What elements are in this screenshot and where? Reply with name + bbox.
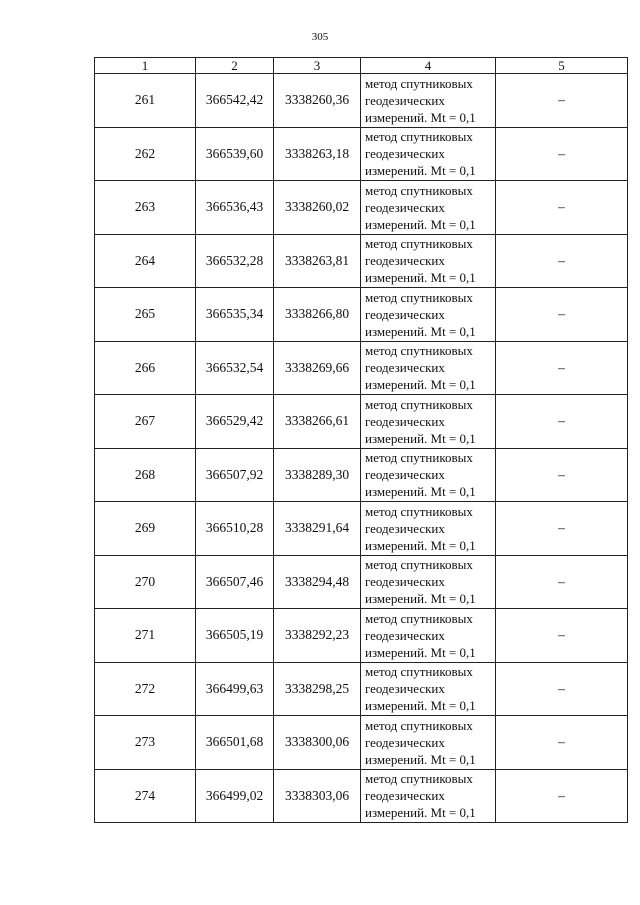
method-line: метод спутниковых xyxy=(365,664,473,680)
method-line: метод спутниковых xyxy=(365,717,473,733)
x-coordinate-cell: 366501,68 xyxy=(196,716,274,770)
table-row xyxy=(95,74,628,128)
table-row xyxy=(95,127,628,181)
table-row xyxy=(95,609,628,663)
method-line: метод спутниковых xyxy=(365,450,473,466)
method-line: метод спутниковых xyxy=(365,75,473,91)
point-number-cell: 273 xyxy=(95,716,196,770)
method-cell xyxy=(361,127,496,181)
method-line: измерений. Mt = 0,1 xyxy=(365,163,476,179)
y-coordinate-cell: 3338266,61 xyxy=(274,395,361,449)
point-number-cell: 274 xyxy=(95,769,196,823)
method-line: метод спутниковых xyxy=(365,343,473,359)
method-cell xyxy=(361,502,496,556)
point-number-cell: 265 xyxy=(95,288,196,342)
table-row xyxy=(95,234,628,288)
y-coordinate-cell: 3338300,06 xyxy=(274,716,361,770)
method-line: измерений. Mt = 0,1 xyxy=(365,537,476,553)
method-line: метод спутниковых xyxy=(365,396,473,412)
table-row xyxy=(95,716,628,770)
method-line: измерений. Mt = 0,1 xyxy=(365,644,476,660)
note-cell: – xyxy=(496,341,628,395)
header-col-3: 3 xyxy=(274,58,361,74)
method-line: измерений. Mt = 0,1 xyxy=(365,270,476,286)
method-line: измерений. Mt = 0,1 xyxy=(365,698,476,714)
table-row xyxy=(95,181,628,235)
method-line: геодезических xyxy=(365,520,445,536)
header-col-1: 1 xyxy=(95,58,196,74)
method-line: геодезических xyxy=(365,199,445,215)
table-row xyxy=(95,555,628,609)
table-row xyxy=(95,662,628,716)
point-number-cell: 269 xyxy=(95,502,196,556)
x-coordinate-cell: 366499,63 xyxy=(196,662,274,716)
x-coordinate-cell: 366542,42 xyxy=(196,74,274,128)
y-coordinate-cell: 3338303,06 xyxy=(274,769,361,823)
method-line: измерений. Mt = 0,1 xyxy=(365,323,476,339)
note-cell: – xyxy=(496,234,628,288)
note-cell: – xyxy=(496,395,628,449)
method-line: измерений. Mt = 0,1 xyxy=(365,109,476,125)
x-coordinate-cell: 366536,43 xyxy=(196,181,274,235)
method-line: метод спутниковых xyxy=(365,557,473,573)
method-line: геодезических xyxy=(365,788,445,804)
note-cell: – xyxy=(496,662,628,716)
point-number-cell: 262 xyxy=(95,127,196,181)
method-line: геодезических xyxy=(365,253,445,269)
method-cell xyxy=(361,288,496,342)
method-cell xyxy=(361,769,496,823)
note-cell: – xyxy=(496,181,628,235)
y-coordinate-cell: 3338260,02 xyxy=(274,181,361,235)
page-number: 305 xyxy=(311,31,329,43)
y-coordinate-cell: 3338294,48 xyxy=(274,555,361,609)
y-coordinate-cell: 3338263,18 xyxy=(274,127,361,181)
y-coordinate-cell: 3338260,36 xyxy=(274,74,361,128)
header-row xyxy=(95,58,628,74)
note-cell: – xyxy=(496,769,628,823)
y-coordinate-cell: 3338298,25 xyxy=(274,662,361,716)
method-line: геодезических xyxy=(365,146,445,162)
method-cell xyxy=(361,341,496,395)
method-line: метод спутниковых xyxy=(365,289,473,305)
note-cell: – xyxy=(496,127,628,181)
method-cell xyxy=(361,716,496,770)
table-row xyxy=(95,395,628,449)
method-line: измерений. Mt = 0,1 xyxy=(365,430,476,446)
y-coordinate-cell: 3338263,81 xyxy=(274,234,361,288)
note-cell: – xyxy=(496,716,628,770)
method-line: геодезических xyxy=(365,360,445,376)
point-number-cell: 267 xyxy=(95,395,196,449)
point-number-cell: 270 xyxy=(95,555,196,609)
note-cell: – xyxy=(496,555,628,609)
y-coordinate-cell: 3338269,66 xyxy=(274,341,361,395)
table-header xyxy=(95,58,628,74)
method-line: геодезических xyxy=(365,467,445,483)
method-cell xyxy=(361,395,496,449)
note-cell: – xyxy=(496,288,628,342)
header-col-2: 2 xyxy=(196,58,274,74)
x-coordinate-cell: 366505,19 xyxy=(196,609,274,663)
point-number-cell: 272 xyxy=(95,662,196,716)
method-line: геодезических xyxy=(365,574,445,590)
method-line: геодезических xyxy=(365,627,445,643)
note-cell: – xyxy=(496,448,628,502)
y-coordinate-cell: 3338289,30 xyxy=(274,448,361,502)
x-coordinate-cell: 366499,02 xyxy=(196,769,274,823)
y-coordinate-cell: 3338292,23 xyxy=(274,609,361,663)
method-cell xyxy=(361,181,496,235)
method-line: геодезических xyxy=(365,734,445,750)
table-row xyxy=(95,288,628,342)
method-line: метод спутниковых xyxy=(365,236,473,252)
method-line: метод спутниковых xyxy=(365,129,473,145)
table-row xyxy=(95,502,628,556)
method-line: геодезических xyxy=(365,92,445,108)
point-number-cell: 271 xyxy=(95,609,196,663)
method-line: измерений. Mt = 0,1 xyxy=(365,591,476,607)
y-coordinate-cell: 3338291,64 xyxy=(274,502,361,556)
header-col-5: 5 xyxy=(496,58,628,74)
point-number-cell: 268 xyxy=(95,448,196,502)
method-line: измерений. Mt = 0,1 xyxy=(365,805,476,821)
x-coordinate-cell: 366532,54 xyxy=(196,341,274,395)
method-cell xyxy=(361,234,496,288)
method-cell xyxy=(361,609,496,663)
point-number-cell: 264 xyxy=(95,234,196,288)
header-col-4: 4 xyxy=(361,58,496,74)
x-coordinate-cell: 366507,92 xyxy=(196,448,274,502)
method-cell xyxy=(361,448,496,502)
x-coordinate-cell: 366539,60 xyxy=(196,127,274,181)
method-line: геодезических xyxy=(365,681,445,697)
method-cell xyxy=(361,662,496,716)
x-coordinate-cell: 366532,28 xyxy=(196,234,274,288)
point-number-cell: 266 xyxy=(95,341,196,395)
point-number-cell: 263 xyxy=(95,181,196,235)
method-line: измерений. Mt = 0,1 xyxy=(365,216,476,232)
method-cell xyxy=(361,74,496,128)
method-line: метод спутниковых xyxy=(365,182,473,198)
note-cell: – xyxy=(496,609,628,663)
method-line: метод спутниковых xyxy=(365,610,473,626)
method-line: геодезических xyxy=(365,306,445,322)
x-coordinate-cell: 366529,42 xyxy=(196,395,274,449)
y-coordinate-cell: 3338266,80 xyxy=(274,288,361,342)
table-row xyxy=(95,448,628,502)
method-line: измерений. Mt = 0,1 xyxy=(365,377,476,393)
method-line: измерений. Mt = 0,1 xyxy=(365,751,476,767)
note-cell: – xyxy=(496,502,628,556)
method-line: метод спутниковых xyxy=(365,771,473,787)
x-coordinate-cell: 366510,28 xyxy=(196,502,274,556)
table-body xyxy=(95,74,628,823)
method-line: измерений. Mt = 0,1 xyxy=(365,484,476,500)
point-number-cell: 261 xyxy=(95,74,196,128)
note-cell: – xyxy=(496,74,628,128)
method-line: геодезических xyxy=(365,413,445,429)
method-line: метод спутниковых xyxy=(365,503,473,519)
x-coordinate-cell: 366507,46 xyxy=(196,555,274,609)
coordinates-table xyxy=(94,57,628,823)
table-row xyxy=(95,341,628,395)
method-cell xyxy=(361,555,496,609)
x-coordinate-cell: 366535,34 xyxy=(196,288,274,342)
table-row xyxy=(95,769,628,823)
